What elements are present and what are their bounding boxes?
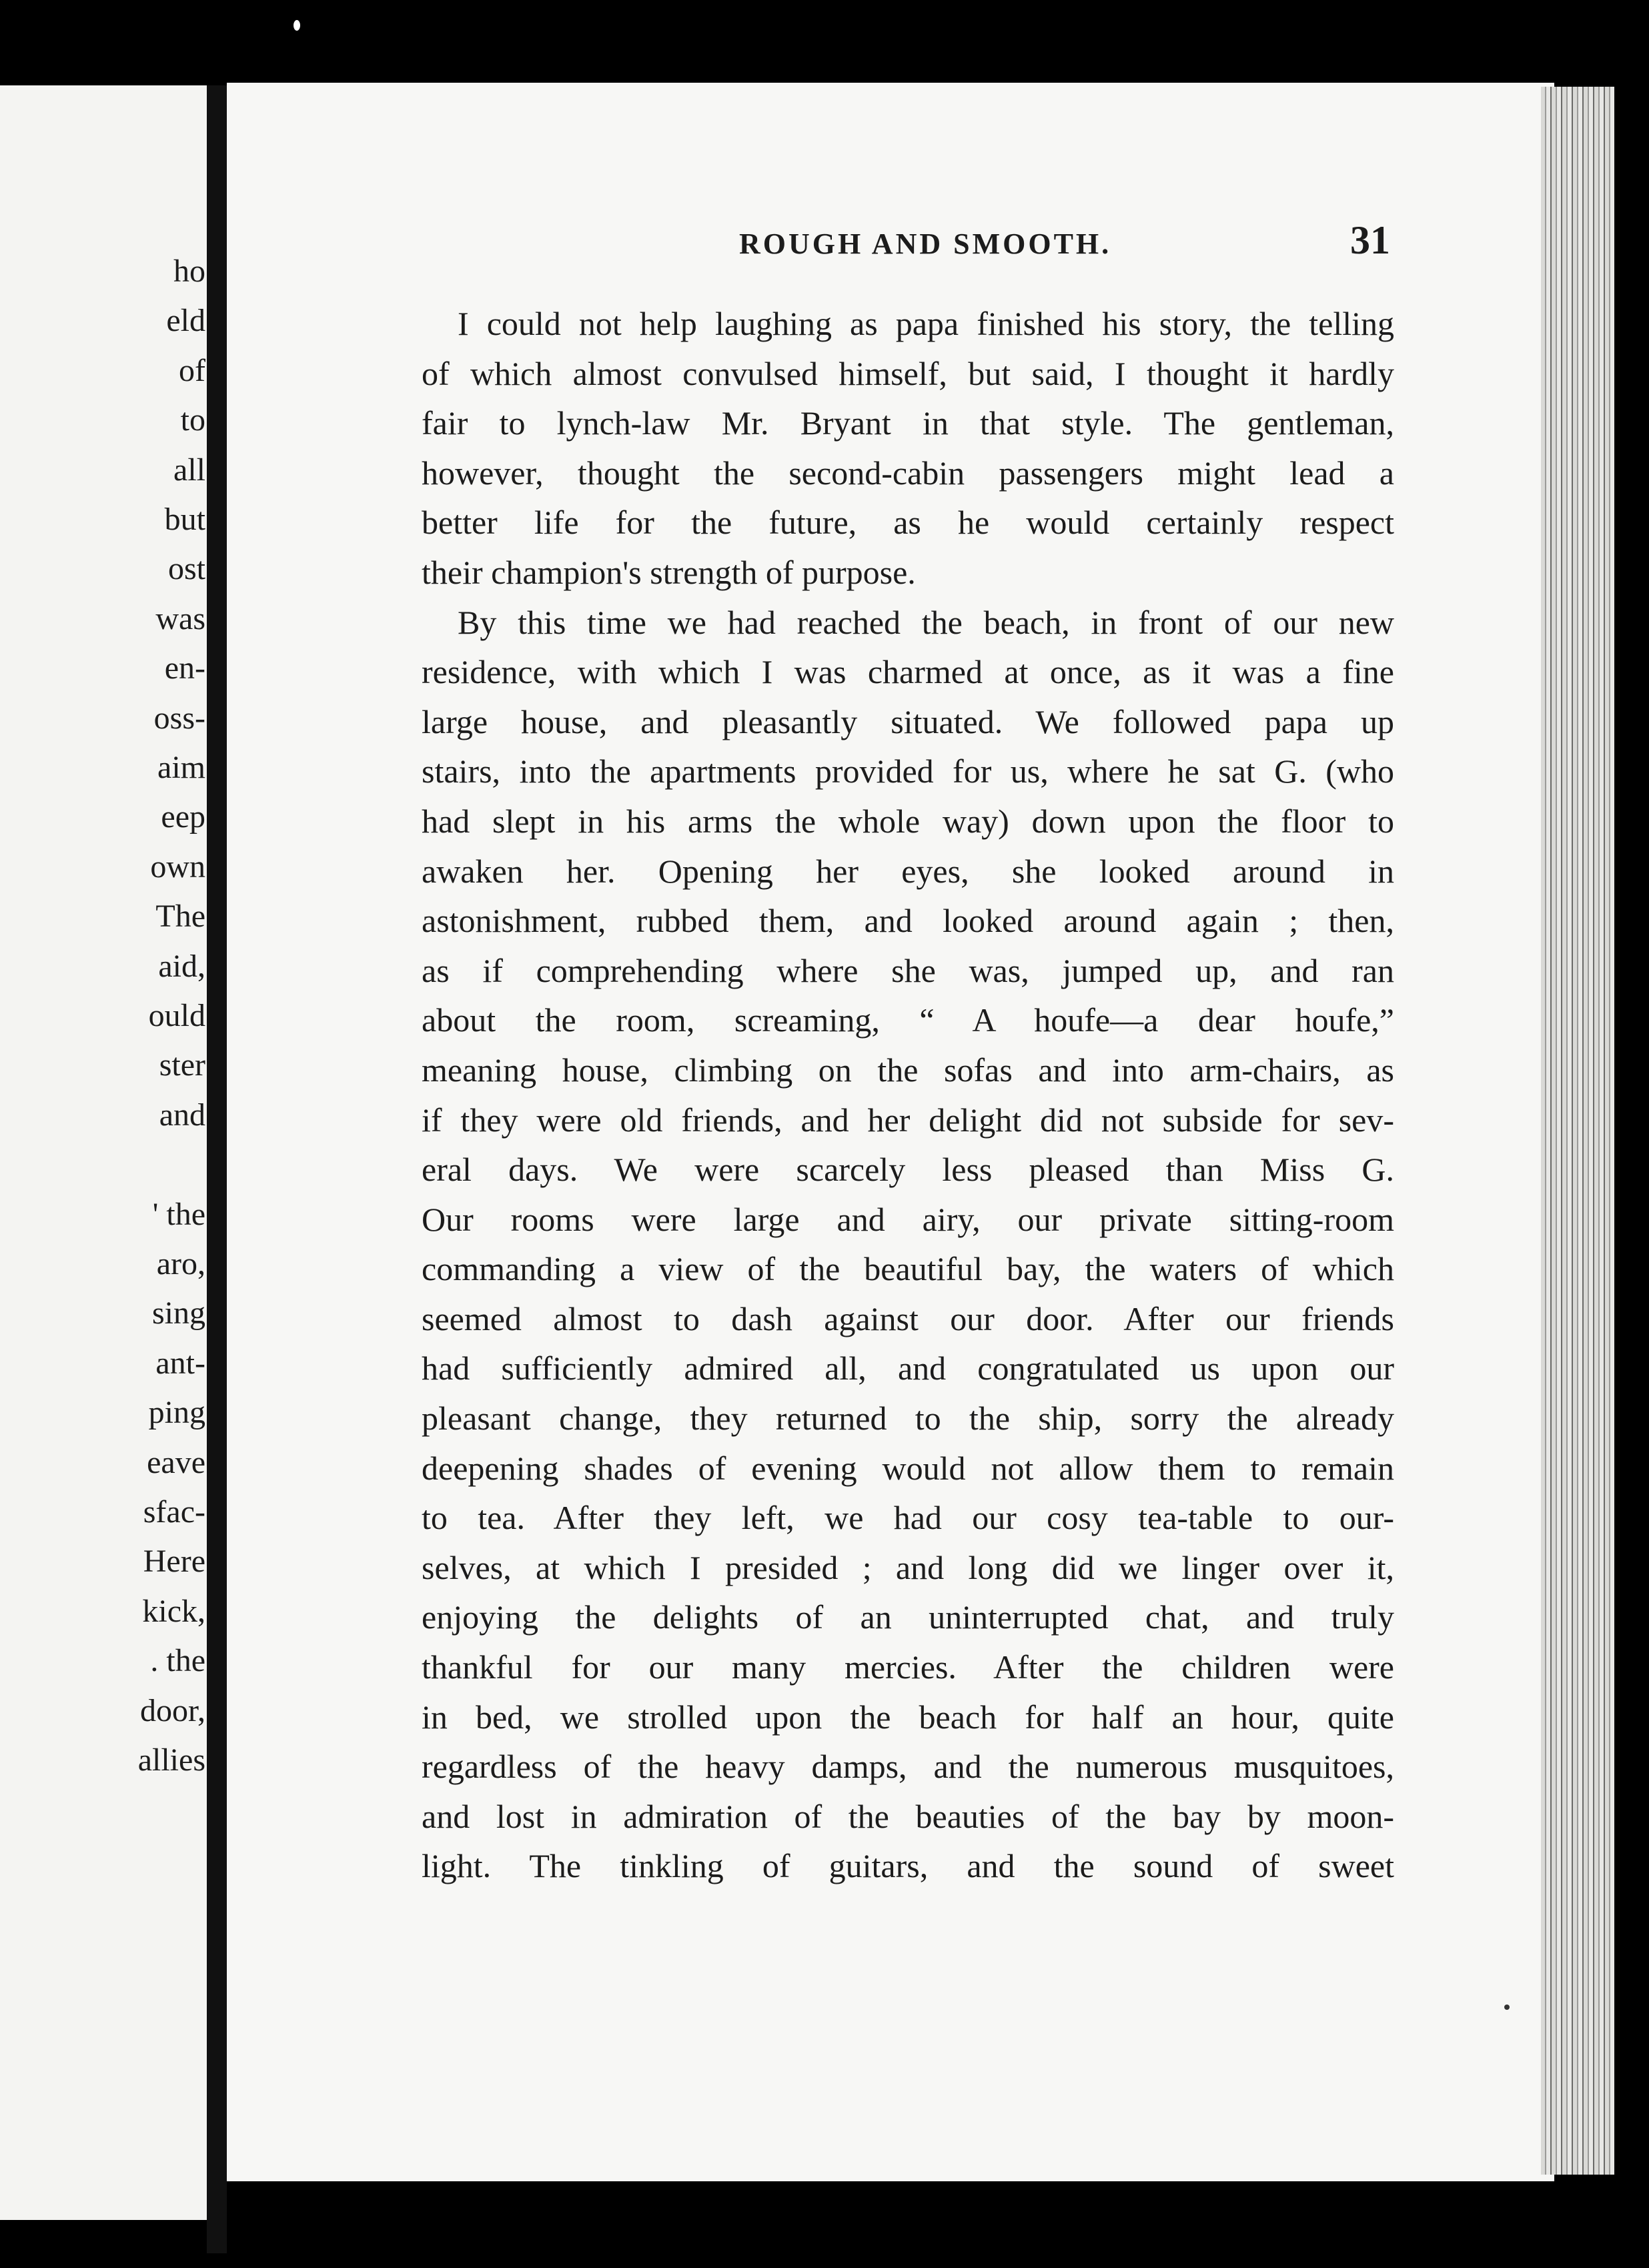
body-text [422, 299, 1394, 1891]
page-number: 31 [1350, 218, 1390, 262]
facing-page-line: eld [166, 303, 205, 339]
facing-page-line: but [164, 502, 205, 537]
facing-page-line: allies [137, 1742, 205, 1778]
text-line: and lost in admiration of the beauties of the bay by moon- [422, 1797, 1394, 1835]
facing-page-line: eave [147, 1444, 205, 1480]
facing-page-line: aid, [158, 948, 205, 984]
book-gutter [207, 85, 229, 2253]
facing-page-line: . the [150, 1643, 205, 1679]
facing-page-line: kick, [142, 1593, 205, 1629]
facing-page-line: ster [159, 1047, 205, 1083]
text-line: better life for the future, as he would certainly respect [422, 504, 1394, 542]
running-head: ROUGH AND SMOOTH. [739, 227, 1112, 260]
facing-page-line: en- [164, 650, 205, 686]
scan-speck [294, 20, 300, 31]
text-line: fair to lynch-law Mr. Bryant in that style. The gentleman, [422, 404, 1394, 442]
text-line: regardless of the heavy damps, and the numerous musquitoes, [422, 1748, 1394, 1786]
facing-page-line: to [180, 402, 205, 438]
facing-page-line: Here [143, 1544, 205, 1580]
text-line: awaken her. Opening her eyes, she looked around in [422, 852, 1394, 890]
facing-page-line: eep [161, 799, 205, 835]
text-line: pleasant change, they returned to the ship, sorry the already [422, 1399, 1394, 1438]
facing-page-line: ant- [155, 1345, 205, 1381]
text-line: By this time we had reached the beach, in front of our new [458, 603, 1394, 641]
facing-page-line: ho [173, 253, 205, 289]
text-line: stairs, into the apartments provided for us, where he sat G. (who [422, 752, 1394, 790]
facing-page-line: oss- [153, 700, 205, 736]
facing-page-line: sfac- [143, 1494, 205, 1530]
text-line: thankful for our many mercies. After the children were [422, 1648, 1394, 1686]
text-line: their champion's strength of purpose. [422, 553, 916, 591]
text-line: seemed almost to dash against our door. After our friends [422, 1299, 1394, 1337]
text-line: enjoying the delights of an uninterrupted chat, and truly [422, 1598, 1394, 1636]
scan-speck [1504, 2005, 1510, 2010]
facing-page-line: ping [148, 1395, 205, 1431]
page-edges [1541, 87, 1614, 2175]
facing-page-line: all [173, 452, 205, 488]
text-line: light. The tinkling of guitars, and the sound of sweet [422, 1847, 1394, 1885]
facing-page-line: aro, [156, 1246, 205, 1281]
text-line: Our rooms were large and airy, our private sitting-room [422, 1200, 1394, 1238]
facing-page-line: ost [167, 551, 205, 587]
text-line: of which almost convulsed himself, but said, I thought it hardly [422, 354, 1394, 392]
facing-page-line: The [155, 899, 205, 935]
facing-page-line: aim [157, 750, 205, 785]
text-line: large house, and pleasantly situated. We followed papa up [422, 702, 1394, 740]
facing-page-line: sing [151, 1295, 205, 1331]
facing-page-fragment [0, 85, 212, 2220]
text-line: had slept in his arms the whole way) down upon the floor to [422, 802, 1394, 840]
text-line: commanding a view of the beautiful bay, the waters of which [422, 1250, 1394, 1288]
text-line: to tea. After they left, we had our cosy tea-table to our- [422, 1499, 1394, 1537]
facing-page-line: of [179, 352, 205, 388]
scan-border [227, 2181, 1561, 2268]
text-line: deepening shades of evening would not allow them to remain [422, 1449, 1394, 1487]
facing-page-line: and [159, 1097, 205, 1133]
text-line: meaning house, climbing on the sofas and into arm-chairs, as [422, 1051, 1394, 1089]
text-line: I could not help laughing as papa finished his story, the telling [458, 305, 1394, 342]
text-line: astonishment, rubbed them, and looked around again ; then, [422, 902, 1394, 940]
text-line: eral days. We were scarcely less pleased than Miss G. [422, 1151, 1394, 1189]
facing-page-line: own [150, 848, 205, 885]
text-line: had sufficiently admired all, and congratulated us upon our [422, 1349, 1394, 1387]
text-line: selves, at which I presided ; and long did we linger over it, [422, 1548, 1394, 1586]
facing-page-line: ould [148, 998, 205, 1033]
text-line: in bed, we strolled upon the beach for half an hour, quite [422, 1698, 1394, 1736]
text-line: about the room, screaming, “ A houfe—a dear houfe,” [422, 1001, 1394, 1039]
facing-page-line: was [155, 600, 205, 636]
facing-page-line: ' the [152, 1196, 205, 1232]
facing-page-line: door, [139, 1692, 205, 1728]
text-line: if they were old friends, and her delight did not subside for sev- [422, 1101, 1394, 1139]
text-line: as if comprehending where she was, jumped up, and ran [422, 951, 1394, 989]
text-line: residence, with which I was charmed at once, as it was a fine [422, 653, 1394, 691]
text-line: however, thought the second-cabin passengers might lead a [422, 454, 1394, 492]
